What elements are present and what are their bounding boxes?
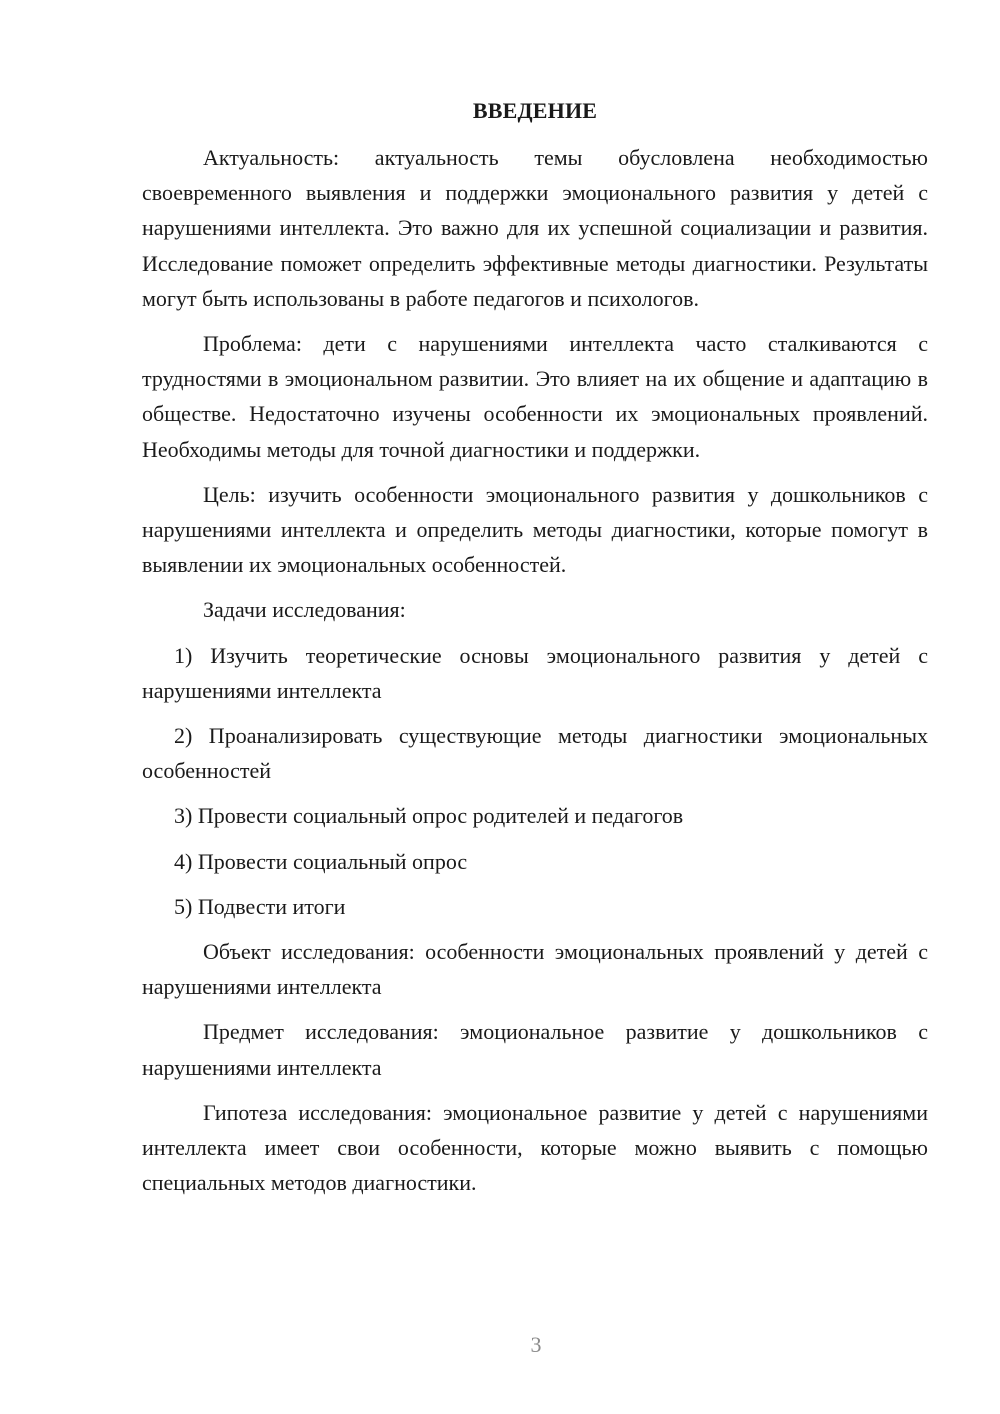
section-heading: ВВЕДЕНИЕ xyxy=(472,98,598,123)
task-item-1: 1) Изучить теоретические основы эмоционального развития у детей с нарушениями интеллекта xyxy=(142,642,928,703)
paragraph-relevance: Актуальность: актуальность темы обусловлена необходимостью своевременного выявления и поддержки эмоционального развития у детей с нарушениями интеллекта. Это важно для их успешной социализации и развития. Исследование поможет определить эффективные методы диагностики. Результаты могут быть использованы в работе педагогов и психологов. xyxy=(142,145,928,311)
paragraph-hypothesis: Гипотеза исследования: эмоциональное развитие у детей с нарушениями интеллекта имеет свои особенности, которые можно выявить с помощью специальных методов диагностики. xyxy=(142,1099,928,1196)
paragraph-subject: Предмет исследования: эмоциональное развитие у дошкольников с нарушениями интеллекта xyxy=(142,1019,928,1080)
tasks-title: Задачи исследования: xyxy=(203,597,406,623)
paragraph-object: Объект исследования: особенности эмоциональных проявлений у детей с нарушениями интеллекта xyxy=(142,939,928,1000)
paragraph-goal: Цель: изучить особенности эмоционального развития у дошкольников с нарушениями интеллекта и определить методы диагностики, которые помогут в выявлении их эмоциональных особенностей. xyxy=(142,481,928,578)
task-item-2: 2) Проанализировать существующие методы диагностики эмоциональных особенностей xyxy=(142,723,928,784)
task-item-4: 4) Провести социальный опрос xyxy=(174,848,468,874)
task-item-3: 3) Провести социальный опрос родителей и педагогов xyxy=(174,803,684,829)
document-body xyxy=(142,96,928,1210)
page-number: 3 xyxy=(530,1332,542,1357)
task-item-5: 5) Подвести итоги xyxy=(174,893,346,919)
paragraph-problem: Проблема: дети с нарушениями интеллекта часто сталкиваются с трудностями в эмоциональном развитии. Это влияет на их общение и адаптацию в обществе. Недостаточно изучены особенности их эмоциональных проявлений. Необходимы методы для точной диагностики и поддержки. xyxy=(142,331,928,462)
